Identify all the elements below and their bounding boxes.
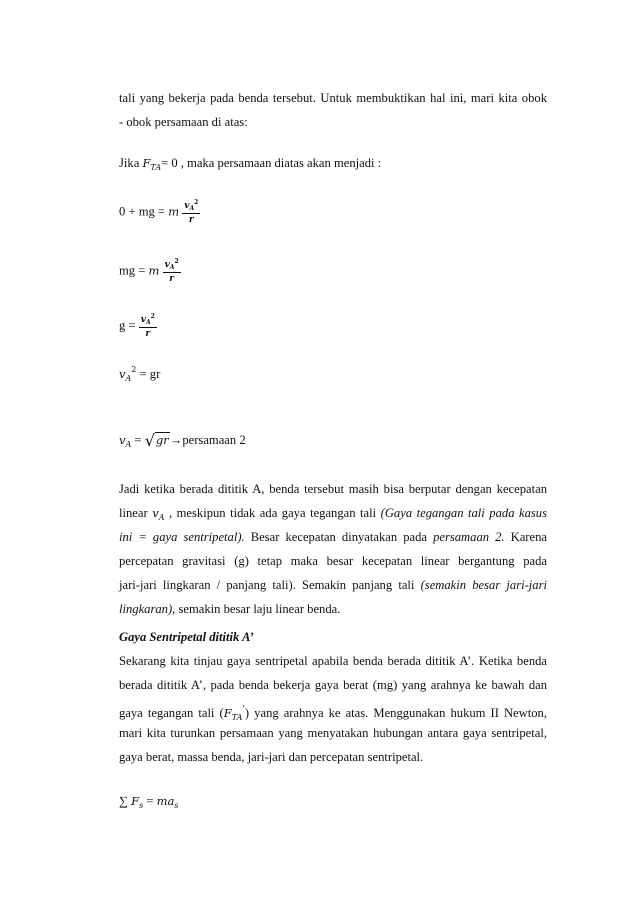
eq-variable: m [168, 204, 180, 219]
arrow-symbol: → [169, 433, 183, 447]
text-line: linear $v_A$ , meskipun tidak ada gaya tegangan tali (Gaya tegangan tali pada kasus [119, 506, 547, 522]
eq-variable: v [119, 367, 126, 381]
eq-subscript: A [125, 440, 132, 449]
eq-subscript: A [125, 374, 132, 383]
eq-subscript: s [139, 801, 144, 810]
text-line: tali yang bekerja pada benda tersebut. Untuk membuktikan hal ini, mari kita obok [119, 91, 547, 105]
text-line: ini = gaya sentripetal). Besar kecepatan dinyatakan pada persamaan 2. Karena [119, 530, 547, 544]
fraction-denominator: r [169, 274, 174, 284]
heading-text: Gaya Sentripetal dititik A’ [119, 630, 254, 644]
eq-text: = 0 , maka persamaan diatas akan menjadi : [161, 156, 382, 170]
square-root: √gr [144, 431, 169, 450]
equation-1 [119, 200, 200, 225]
eq-rhs: = gr [136, 367, 161, 381]
paragraph-kecepatan [119, 477, 547, 621]
fraction-denominator: r [145, 329, 151, 339]
eq-superscript: 2 [131, 365, 137, 374]
eq-subscript: TA [150, 163, 162, 172]
fraction-denominator: r [188, 215, 194, 225]
text-line: - obok persamaan di atas: [119, 115, 248, 129]
equation-newton [119, 794, 179, 810]
eq-lhs: mg = [119, 263, 149, 278]
fraction-numerator: $v_A^2$ [184, 199, 199, 212]
fraction-numerator: $v_A^2$ [164, 258, 179, 271]
equation-5 [119, 431, 246, 450]
eq-label: persamaan 2 [182, 433, 246, 447]
text-line: lingkaran), semakin besar laju linear benda. [119, 602, 341, 616]
text-line: percepatan gravitasi (g) tetap maka besar kecepatan linear bergantung pada [119, 554, 547, 568]
eq-subscript: s [174, 801, 179, 810]
equation-condition [119, 156, 381, 172]
eq-lhs: 0 + mg = [119, 204, 169, 219]
equation-3 [119, 314, 157, 339]
text-line: gaya berat, massa benda, jari-jari dan percepatan sentripetal. [119, 750, 424, 764]
eq-rhs: ma [156, 794, 175, 808]
equation-4 [119, 365, 160, 383]
eq-equals: = [143, 794, 157, 808]
sqrt-radicand: gr [155, 433, 169, 447]
text-line: Sekarang kita tinjau gaya sentripetal apabila benda berada dititik A’. Ketika benda [119, 654, 547, 668]
eq-variable: v [119, 433, 126, 447]
fraction [163, 259, 181, 284]
sigma-symbol: ∑ [119, 794, 132, 808]
eq-lhs: g = [119, 318, 139, 333]
intro-paragraph [119, 88, 547, 132]
eq-equals: = [131, 433, 145, 447]
fraction [139, 314, 157, 339]
section-heading [119, 627, 547, 647]
text-line: berada dititik A’, pada benda bekerja gaya berat (mg) yang arahnya ke bawah dan [119, 678, 547, 692]
eq-variable: F [131, 794, 140, 808]
text-line: gaya tegangan tali $(F_{TA}^’)$ yang arahnya ke atas. Menggunakan hukum II Newton, [119, 704, 547, 722]
text-line: jari-jari lingkaran / panjang tali). Semakin panjang tali (semakin besar jari-jari [119, 578, 547, 592]
eq-text: Jika [119, 156, 143, 170]
eq-variable: m [148, 263, 160, 278]
paragraph-sentripetal [119, 649, 547, 769]
text-line: Jadi ketika berada dititik A, benda tersebut masih bisa berputar dengan kecepatan [119, 482, 547, 496]
eq-variable: F [142, 156, 151, 170]
fraction [182, 200, 200, 225]
fraction-numerator: $v_A^2$ [140, 313, 155, 326]
equation-2 [119, 259, 181, 284]
text-line: mari kita turunkan persamaan yang menyatakan hubungan antara gaya sentripetal, [119, 726, 547, 740]
